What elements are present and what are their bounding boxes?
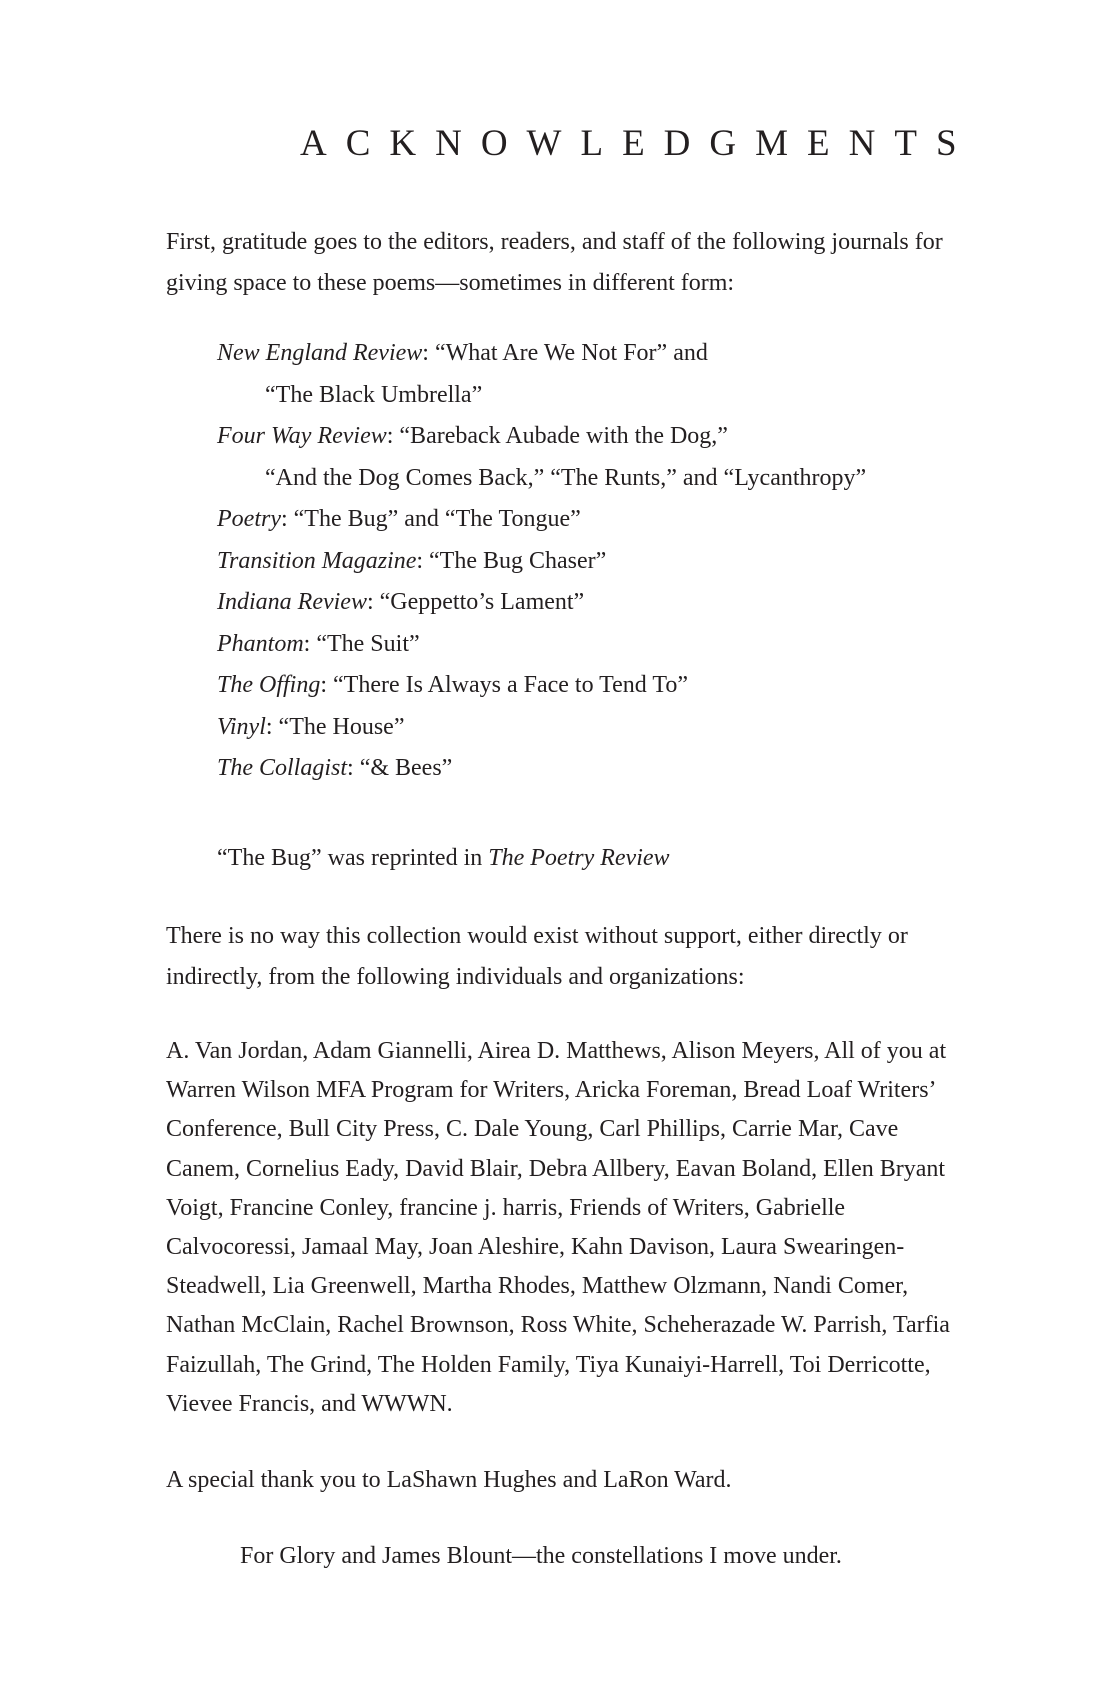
poem-titles: “And the Dog Comes Back,” “The Runts,” and “Lycanthropy” — [265, 464, 867, 491]
journal-entry: Vinyl: “The House” — [217, 713, 405, 740]
support-paragraph: There is no way this collection would exist without support, either directly or indirectly, from the following individuals and organizations: — [166, 923, 908, 990]
poem-titles: “The Suit” — [316, 630, 420, 657]
reprint-journal: The Poetry Review — [488, 845, 670, 871]
page-title: ACKNOWLEDGMENTS — [300, 123, 976, 164]
journal-name: Vinyl — [217, 713, 266, 740]
journal-name: Poetry — [217, 506, 281, 532]
poem-titles: “& Bees” — [359, 755, 453, 781]
poem-titles: “There Is Always a Face to Tend To” — [333, 672, 688, 698]
journal-name: Phantom — [217, 630, 304, 657]
journal-name: Transition Magazine — [217, 547, 417, 574]
journal-entry-continuation — [217, 458, 866, 500]
poem-titles: “The Bug” and “The Tongue” — [293, 506, 581, 532]
poem-titles: “The House” — [278, 713, 405, 740]
journal-list — [217, 333, 866, 790]
journal-entry: Transition Magazine: “The Bug Chaser” — [217, 547, 607, 574]
poem-titles: “The Bug Chaser” — [429, 547, 607, 574]
journal-name: Four Way Review — [217, 423, 387, 449]
journal-name: New England Review — [217, 340, 423, 366]
journal-entry: Phantom: “The Suit” — [217, 630, 420, 657]
journal-entry: The Offing: “There Is Always a Face to Tend To” — [217, 672, 688, 698]
poem-titles: “Bareback Aubade with the Dog,” — [399, 423, 728, 449]
dedication: For Glory and James Blount—the constellations I move under. — [240, 1543, 842, 1569]
special-thanks: A special thank you to LaShawn Hughes and LaRon Ward. — [166, 1467, 732, 1493]
poem-titles: “The Black Umbrella” — [265, 381, 483, 408]
journal-entry: Poetry: “The Bug” and “The Tongue” — [217, 506, 581, 532]
journal-name: The Collagist — [217, 755, 348, 781]
journal-entry: New England Review: “What Are We Not For” and — [217, 340, 708, 366]
reprint-note: “The Bug” was reprinted in The Poetry Review — [217, 845, 670, 871]
journal-entry: Four Way Review: “Bareback Aubade with the Dog,” — [217, 423, 728, 449]
journal-entry: The Collagist: “& Bees” — [217, 755, 453, 781]
journal-entry-continuation — [217, 375, 866, 417]
journal-name: Indiana Review — [217, 589, 367, 615]
journal-name: The Offing — [217, 672, 321, 698]
poem-titles: “Geppetto’s Lament” — [379, 589, 585, 615]
poem-titles: “What Are We Not For” and — [434, 340, 708, 366]
names-paragraph: A. Van Jordan, Adam Giannelli, Airea D. Matthews, Alison Meyers, All of you at Warren Wilson MFA Program for Writers, Aricka Foreman, Bread Loaf Writers’ Conference, Bull City Press, C. Dale Young, Carl Phillips, Carrie Mar, Cave Canem, Cornelius Eady, David Blair, Debra Allbery, Eavan Boland, Ellen Bryant Voigt, Francine Conley, francine j. harris, Friends of Writers, Gabrielle Calvocoressi, Jamaal May, Joan Aleshire, Kahn Davison, Laura Swearingen-Steadwell, Lia Greenwell, Martha Rhodes, Matthew Olzmann, Nandi Comer, Nathan McClain, Rachel Brownson, Ross White, Scheherazade W. Parrish, Tarfia Faizullah, The Grind, The Holden Family, Tiya Kunaiyi-Harrell, Toi Derricotte, Vievee Francis, and WWWN. — [166, 1038, 950, 1417]
intro-paragraph: First, gratitude goes to the editors, readers, and staff of the following journals for giving space to these poems—sometimes in different form: — [166, 229, 943, 296]
journal-entry: Indiana Review: “Geppetto’s Lament” — [217, 589, 585, 615]
